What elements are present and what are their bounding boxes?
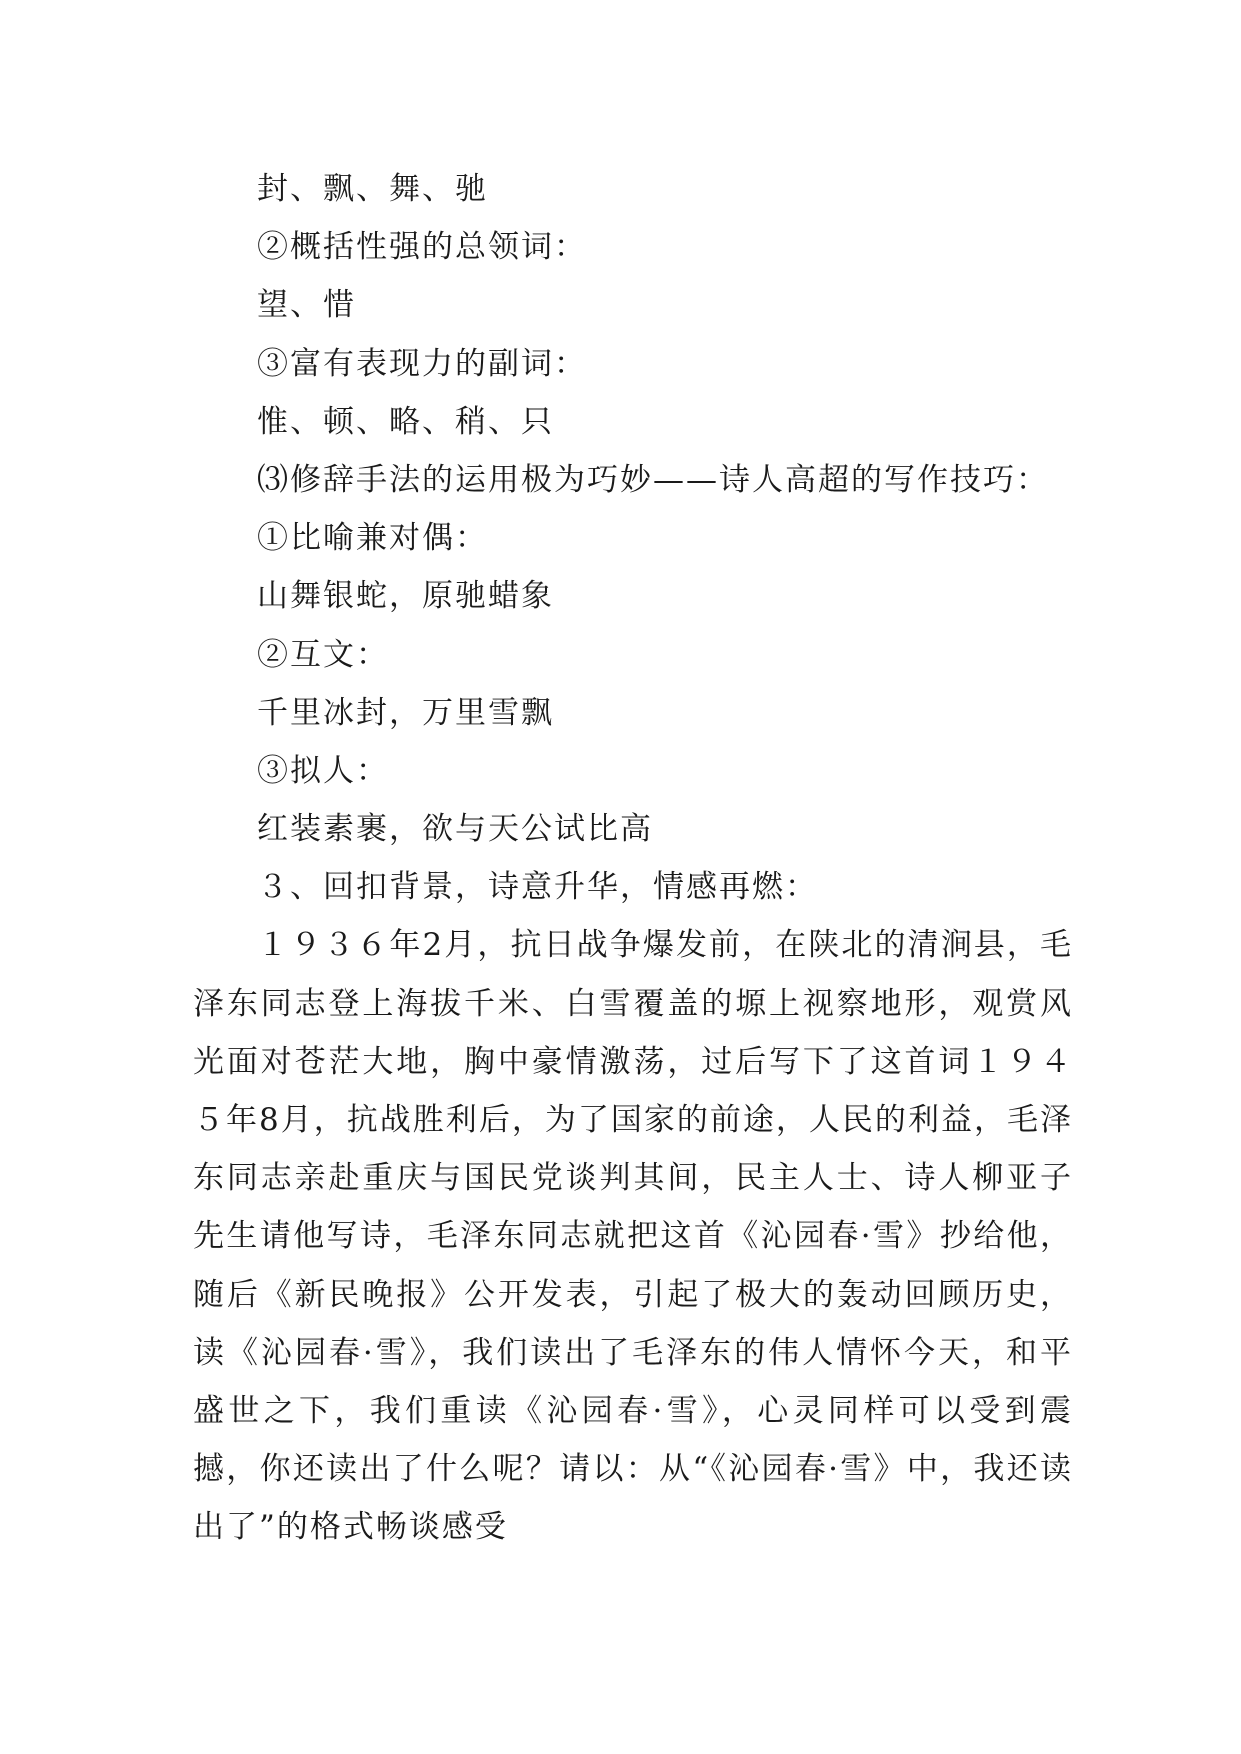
text-line: ⑶修辞手法的运用极为巧妙——诗人高超的写作技巧：: [257, 461, 1049, 498]
text-line: ②互文：: [257, 636, 389, 673]
text-line: 惟、顿、略、稍、只: [257, 403, 554, 440]
text-line: ②概括性强的总领词：: [257, 229, 587, 266]
text-line: 山舞银蛇，原驰蜡象: [257, 578, 554, 615]
document-body: [193, 160, 1073, 1557]
text-line: 红装素裹，欲与天公试比高: [257, 811, 653, 848]
section-heading: ３、回扣背景，诗意升华，情感再燃：: [257, 869, 818, 906]
text-line: 望、惜: [257, 287, 356, 324]
text-line: ③富有表现力的副词：: [257, 345, 587, 382]
text-line: 封、飘、舞、驰: [257, 171, 488, 207]
background-paragraph: １９３６年2月，抗日战争爆发前，在陕北的清涧县，毛泽东同志登上海拔千米、白雪覆盖的塬上视察地形，观赏风光面对苍茫大地，胸中豪情激荡，过后写下了这首词１９４５年8月，抗战胜利后，为了国家的前途，人民的利益，毛泽东同志亲赴重庆与国民党谈判其间，民主人士、诗人柳亚子先生请他写诗，毛泽东同志就把这首《沁园春·雪》抄给他，随后《新民晚报》公开发表，引起了极大的轰动回顾历史，读《沁园春·雪》，我们读出了毛泽东的伟人情怀今天，和平盛世之下，我们重读《沁园春·雪》，心灵同样可以受到震撼，你还读出了什么呢？请以：从“《沁园春·雪》中，我还读出了”的格式畅谈感受: [193, 927, 1073, 1546]
text-line: ③拟人：: [257, 752, 389, 789]
text-line: ①比喻兼对偶：: [257, 520, 488, 557]
text-line: 千里冰封，万里雪飘: [257, 694, 554, 731]
